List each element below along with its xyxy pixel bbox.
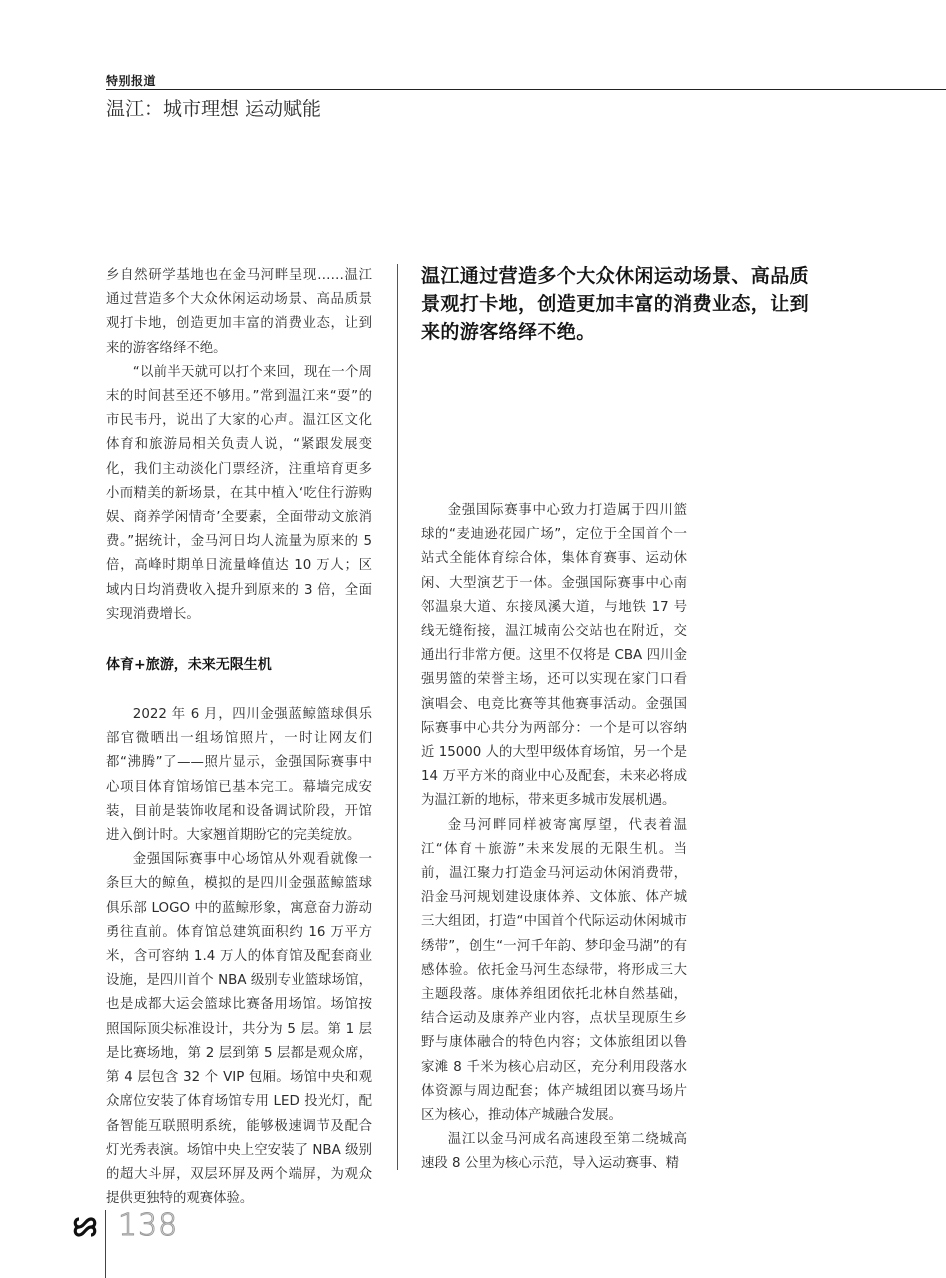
footer-rule (105, 1210, 106, 1278)
pull-quote: 温江通过营造多个大众休闲运动场景、高品质景观打卡地，创造更加丰富的消费业态，让到来的游客络绎不绝。 (421, 265, 810, 343)
header-rule (106, 89, 946, 90)
right-paragraph-1: 金强国际赛事中心致力打造属于四川篮球的“麦迪逊花园广场”，定位于全国首个一站式全能体育综合体，集体育赛事、运动休闲、大型演艺于一体。金强国际赛事中心南邻温泉大道、东接凤溪大道，与地铁 17 号线无缝衔接，温江城南公交站也在附近，交通出行非常方便。这里不仅将是 CBA 四川金强男篮的荣誉主场，还可以实现在家门口看演唱会、电竞比赛等其他赛事活动。金强国际赛事中心共分为两部分：一个是可以容纳近 15000 人的大型甲级体育场馆，另一个是 14 万平方米的商业中心及配套，未来必将成为温江新的地标，带来更多城市发展机遇。 (421, 503, 687, 809)
magazine-logo-icon (72, 1216, 98, 1238)
left-paragraph-3: 2022 年 6 月，四川金强蓝鲸篮球俱乐部官微晒出一组场馆照片，一时让网友们都“沸腾”了——照片显示，金强国际赛事中心项目体育馆场馆已基本完工。幕墙完成安装，目前是装饰收尾和设备调试阶段，开馆进入倒计时。大家翘首期盼它的完美绽放。 (106, 707, 372, 844)
left-paragraph-2: “以前半天就可以打个来回，现在一个周末的时间甚至还不够用。”常到温江来“耍”的市民韦丹，说出了大家的心声。温江区文化体育和旅游局相关负责人说，“紧跟发展变化，我们主动淡化门票经济，注重培育更多小而精美的新场景，在其中植入‘吃住行游购娱、商养学闲情奇’全要素，全面带动文旅消费。”据统计，金马河日均人流量为原来的 5 倍，高峰时期单日流量峰值达 10 万人；区域内日均消费收入提升到原来的 3 倍，全面实现消费增长。 (106, 364, 372, 622)
right-column (421, 499, 687, 1177)
page-number: 138 (118, 1208, 179, 1243)
left-column (106, 264, 372, 1211)
left-paragraph-1: 乡自然研学基地也在金马河畔呈现……温江通过营造多个大众休闲运动场景、高品质景观打卡地，创造更加丰富的消费业态，让到来的游客络绎不绝。 (106, 268, 372, 356)
right-paragraph-2: 金马河畔同样被寄寓厚望，代表着温江“体育＋旅游”未来发展的无限生机。当前，温江聚力打造金马河运动休闲消费带，沿金马河规划建设康体养、文体旅、体产城三大组团，打造“中国首个代际运动休闲城市绣带”，创生“一河千年韵、梦印金马湖”的有感体验。依托金马河生态绿带，将形成三大主题段落。康体养组团依托北林自然基础，结合运动及康养产业内容，点状呈现原生乡野与康体融合的特色内容；文体旅组团以鲁家滩 8 千米为核心启动区，充分利用段落水体资源与周边配套；体产城组团以赛马场片区为核心，推动体产城融合发展。 (421, 817, 687, 1124)
page-title: 温江：城市理想 运动赋能 (106, 98, 322, 120)
left-paragraph-4: 金强国际赛事中心场馆从外观看就像一条巨大的鲸鱼，模拟的是四川金强蓝鲸篮球俱乐部 LOGO 中的蓝鲸形象，寓意奋力游动勇往直前。体育馆总建筑面积约 16 万平方米，含可容纳 1.4 万人的体育馆及配套商业设施，是四川首个 NBA 级别专业篮球场馆，也是成都大运会篮球比赛备用场馆。场馆按照国际顶尖标准设计，共分为 5 层。第 1 层是比赛场地，第 2 层到第 5 层都是观众席，第 4 层包含 32 个 VIP 包厢。场馆中央和观众席位安装了体育场馆专用 LED 投光灯，配备智能互联照明系统，能够极速调节及配合灯光秀表演。场馆中央上空安装了 NBA 级别的超大斗屏，双层环屏及两个端屏，为观众提供更独特的观赛体验。 (106, 852, 372, 1207)
section-subheading: 体育+旅游，未来无限生机 (106, 657, 272, 674)
column-divider (397, 264, 398, 1170)
section-label: 特别报道 (106, 74, 157, 88)
right-paragraph-3: 温江以金马河成名高速段至第二绕城高速段 8 公里为核心示范，导入运动赛事、精 (421, 1132, 687, 1172)
